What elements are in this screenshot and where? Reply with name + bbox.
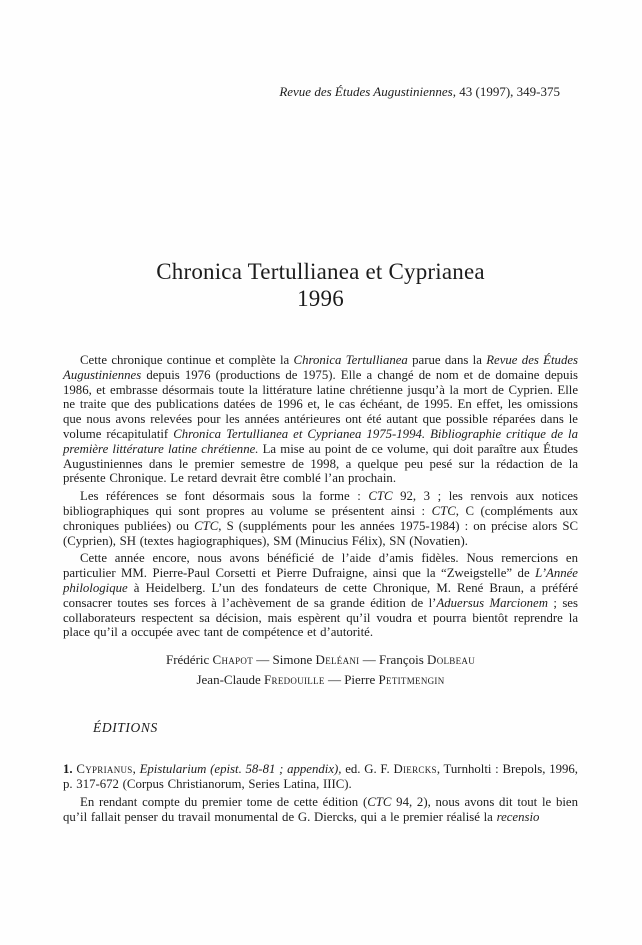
author-line-1: Frédéric Chapot — Simone Deléani — François Dolbeau <box>165 652 476 668</box>
section-heading-editions: ÉDITIONS <box>93 720 158 736</box>
entry-1-reference: 1. Cyprianus, Epistularium (epist. 58-81 ; appendix), ed. G. F. Diercks, Turnholti : Brepols, 1996, p. 317-672 (Corpus Christianorum, Series Latina, IIIC). <box>63 762 579 791</box>
bibliography-entry-1 <box>63 762 578 824</box>
introduction-block <box>63 353 578 640</box>
author-line-2: Jean-Claude Fredouille — Pierre Petitmengin <box>196 672 445 688</box>
entry-1-review-text: En rendant compte du premier tome de cette édition (CTC 94, 2), nous avons dit tout le bien qu’il fallait penser du travail monumental de G. Diercks, qui a le premier réalisé la recensio <box>63 794 578 824</box>
intro-paragraph-2: Les références se font désormais sous la forme : CTC 92, 3 ; les renvois aux notices bibliographiques qui sont propres au volume se présentent ainsi : CTC, C (compléments aux chroniques publiées) ou CTC, S (suppléments pour les années 1975-1984) : on précise alors SC (Cyprien), SH (textes hagiographiques), SM (Minucius Félix), SN (Novatien). <box>63 489 579 548</box>
article-title-year: 1996 <box>297 286 344 311</box>
article-title <box>63 258 578 312</box>
intro-paragraph-1: Cette chronique continue et complète la Chronica Tertullianea parue dans la Revue des Études Augustiniennes depuis 1976 (productions de 1975). Elle a changé de nom et de domaine depuis 1986, et embrasse désormais toute la littérature latine chrétienne jusqu’à la mort de Cyprien. Elle ne traite que des publications datées de 1996 et, le cas échéant, de 1995. En effet, les omissions que nous avons relevées pour les années antérieures ont été autant que possible réparées dans le volume récapitulatif Chronica Tertullianea et Cyprianea 1975-1994. Bibliographie critique de la première littérature latine chrétienne. La mise au point de ce volume, qui doit paraître aux Études Augustiniennes dans le premier semestre de 1998, a quelque peu pesé sur la rédaction de la présente Chronique. Le retard devrait être comblé l’an prochain. <box>63 353 578 486</box>
intro-paragraph-3: Cette année encore, nous avons bénéficié de l’aide d’amis fidèles. Nous remercions en particulier MM. Pierre-Paul Corsetti et Pierre Dufraigne, ainsi que la “Zweigstelle” de L’Année philologique à Heidelberg. L’un des fondateurs de cette Chronique, M. René Braun, a préféré consacrer toutes ses forces à l’achèvement de sa grande édition de l’Aduersus Marcionem ; ses collaborateurs respectent sa décision, mais espèrent qu’il voudra et pourra bientôt reprendre la place qu’il a occupée avec tant de compétence et d’autorité. <box>63 551 578 640</box>
article-title-line1: Chronica Tertullianea et Cyprianea <box>156 259 485 284</box>
author-list <box>63 650 578 690</box>
running-head: Revue des Études Augustiniennes, 43 (1997), 349-375 <box>279 84 560 99</box>
